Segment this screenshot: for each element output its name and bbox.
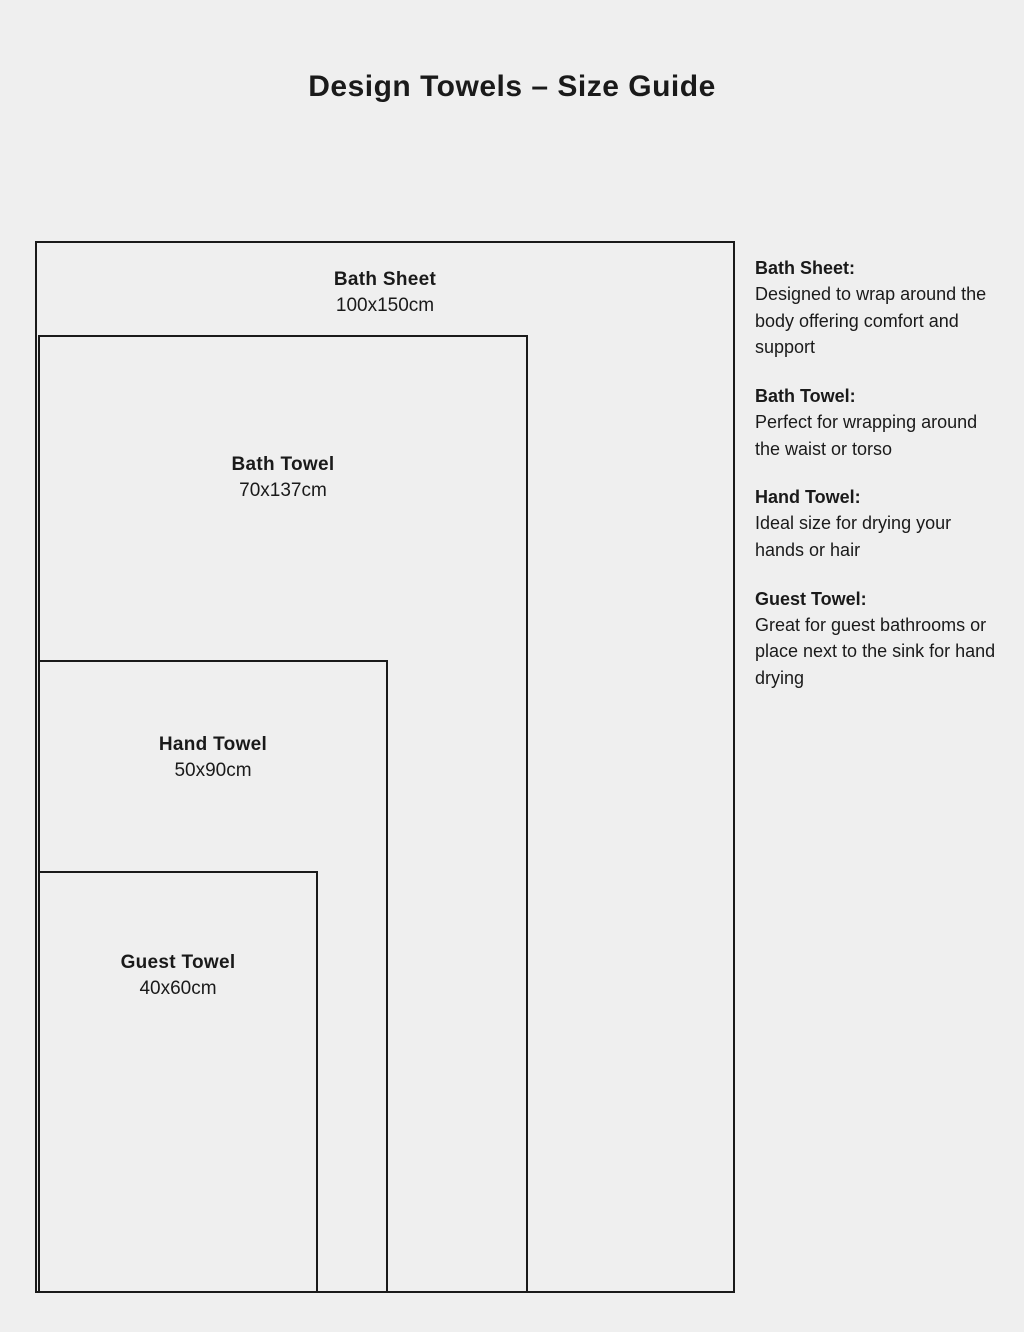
box-dims-guest-towel: 40x60cm — [139, 977, 217, 999]
towel-size-diagram — [35, 241, 735, 1293]
box-name-bath-sheet: Bath Sheet — [333, 269, 437, 290]
box-dims-bath-sheet: 100x150cm — [335, 294, 435, 316]
box-name-guest-towel: Guest Towel — [120, 952, 236, 973]
legend-item-guest-towel — [755, 586, 1000, 692]
box-label-bath-sheet — [37, 267, 733, 318]
legend-item-hand-towel — [755, 484, 1000, 563]
legend-item-bath-towel — [755, 383, 1000, 462]
legend-term-bath-sheet: Bath Sheet: — [755, 258, 856, 278]
legend-desc-bath-sheet: Designed to wrap around the body offering comfort and support — [755, 284, 987, 358]
box-name-hand-towel: Hand Towel — [158, 734, 268, 755]
box-dims-hand-towel: 50x90cm — [174, 759, 252, 781]
box-label-hand-towel — [40, 732, 386, 783]
legend-desc-guest-towel: Great for guest bathrooms or place next to the sink for hand drying — [755, 614, 996, 688]
legend-desc-bath-towel: Perfect for wrapping around the waist or torso — [755, 412, 978, 459]
box-label-bath-towel — [40, 452, 526, 503]
legend-term-guest-towel: Guest Towel: — [755, 588, 867, 609]
box-name-bath-towel: Bath Towel — [231, 454, 335, 475]
page-title: Design Towels – Size Guide — [308, 70, 716, 103]
box-label-guest-towel — [40, 950, 316, 1001]
legend-desc-hand-towel: Ideal size for drying your hands or hair — [755, 513, 952, 561]
legend-term-bath-towel: Bath Towel: — [755, 385, 856, 406]
legend-term-hand-towel: Hand Towel: — [755, 487, 861, 508]
box-guest-towel — [38, 871, 318, 1293]
legend — [755, 255, 1000, 714]
legend-item-bath-sheet — [755, 255, 1000, 361]
box-dims-bath-towel: 70x137cm — [239, 479, 327, 501]
